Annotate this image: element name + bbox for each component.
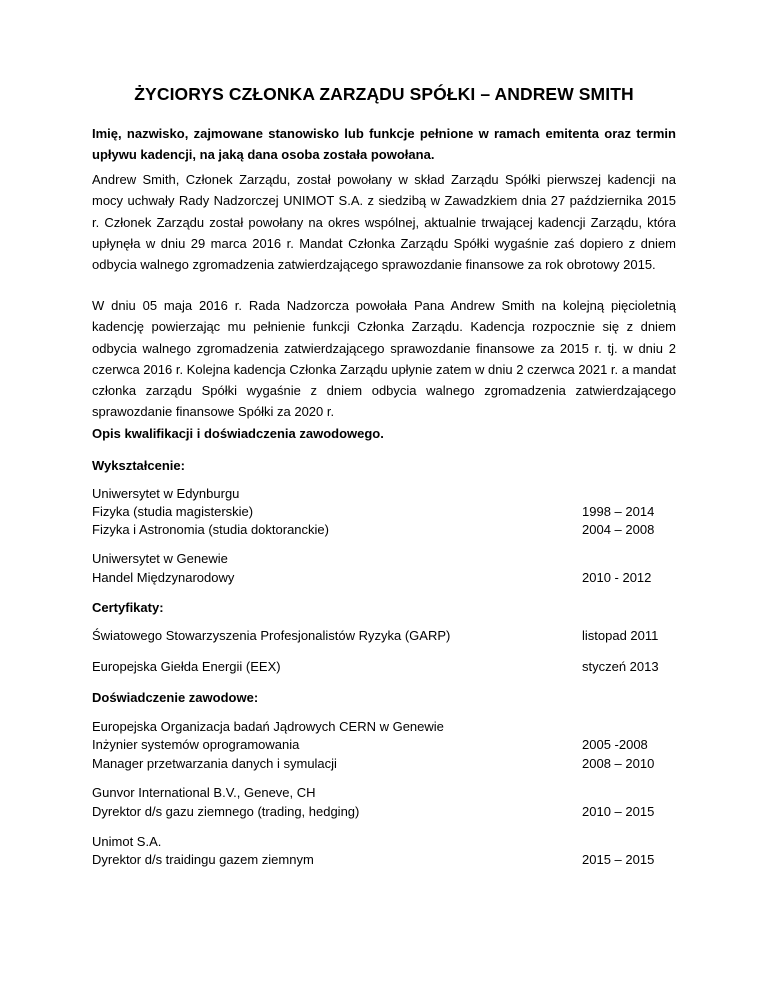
qualifications-heading: Opis kwalifikacji i doświadczenia zawodowego. [92,426,384,441]
cert-eex-label: Europejska Giełda Energii (EEX) [92,659,281,674]
cert-garp-label: Światowego Stowarzyszenia Profesjonalistów Ryzyka (GARP) [92,628,451,643]
exp-cern-role2-label: Manager przetwarzania danych i symulacji [92,756,337,771]
certificates-heading: Certyfikaty: [92,600,164,615]
experience-heading: Doświadczenie zawodowe: [92,690,259,705]
intro-heading: Imię, nazwisko, zajmowane stanowisko lub funkcje pełnione w ramach emitenta oraz termin upływu kadencji, na jaką dana osoba została powołana. [92,126,676,163]
exp-gunvor-name: Gunvor International B.V., Geneve, CH [92,785,316,800]
education-heading: Wykształcenie: [92,458,185,473]
exp-cern-role2-years: 2008 – 2010 [582,756,655,771]
edu-physics-masters-years: 1998 – 2014 [582,504,655,519]
exp-cern-role1-label: Inżynier systemów oprogramowania [92,737,300,752]
paragraph-appointment: Andrew Smith, Członek Zarządu, został powołany w skład Zarządu Spółki pierwszej kadencji na mocy uchwały Rady Nadzorczej UNIMOT S.A. z siedzibą w Zawadzkiem dnia 27 października 2015 r. Członek Zarządu został powołany na okres wspólnej, aktualnie trwającej kadencji Zarządu, która upłynęła w dniu 29 marca 2016 r. Mandat Członka Zarządu Spółki wygaśnie zaś dopiero z dniem odbycia walnego zgromadzenia zatwierdzającego sprawozdanie finansowe za rok obrotowy 2015. [92,172,676,273]
exp-unimot-role-label: Dyrektor d/s traidingu gazem ziemnym [92,852,314,867]
exp-cern-role1-years: 2005 -2008 [582,737,648,752]
exp-gunvor-years: 2010 – 2015 [582,804,655,819]
exp-gunvor-role-label: Dyrektor d/s gazu ziemnego (trading, hedging) [92,804,360,819]
edu-geneva-name: Uniwersytet w Genewie [92,551,228,566]
edu-trade-label: Handel Międzynarodowy [92,570,235,585]
exp-unimot-years: 2015 – 2015 [582,852,655,867]
edu-edinburgh-name: Uniwersytet w Edynburgu [92,486,240,501]
edu-physics-phd-label: Fizyka i Astronomia (studia doktoranckie) [92,522,329,537]
edu-physics-masters-label: Fizyka (studia magisterskie) [92,504,254,519]
page-title: ŻYCIORYS CZŁONKA ZARZĄDU SPÓŁKI – ANDREW SMITH [134,84,634,104]
cert-eex-date: styczeń 2013 [582,659,659,674]
paragraph-reappointment: W dniu 05 maja 2016 r. Rada Nadzorcza powołała Pana Andrew Smith na kolejną pięcioletnią kadencję powierzając mu pełnienie funkcji Członka Zarządu. Kadencja rozpocznie się z dniem odbycia walnego zgromadzenia zatwierdzającego sprawozdanie finansowe za 2015 r. tj. w dniu 2 czerwca 2016 r. Kolejna kadencja Członka Zarządu upłynie zatem w dniu 2 czerwca 2021 r. a mandat członka zarządu Spółki wygaśnie z dniem odbycia walnego zgromadzenia zatwierdzającego sprawozdanie finansowe Spółki za 2020 r. [92,298,676,420]
exp-unimot-name: Unimot S.A. [92,834,162,849]
exp-cern-name: Europejska Organizacja badań Jądrowych CERN w Genewie [92,719,444,734]
edu-physics-phd-years: 2004 – 2008 [582,522,655,537]
cert-garp-date: listopad 2011 [582,628,659,643]
edu-trade-years: 2010 - 2012 [582,570,652,585]
